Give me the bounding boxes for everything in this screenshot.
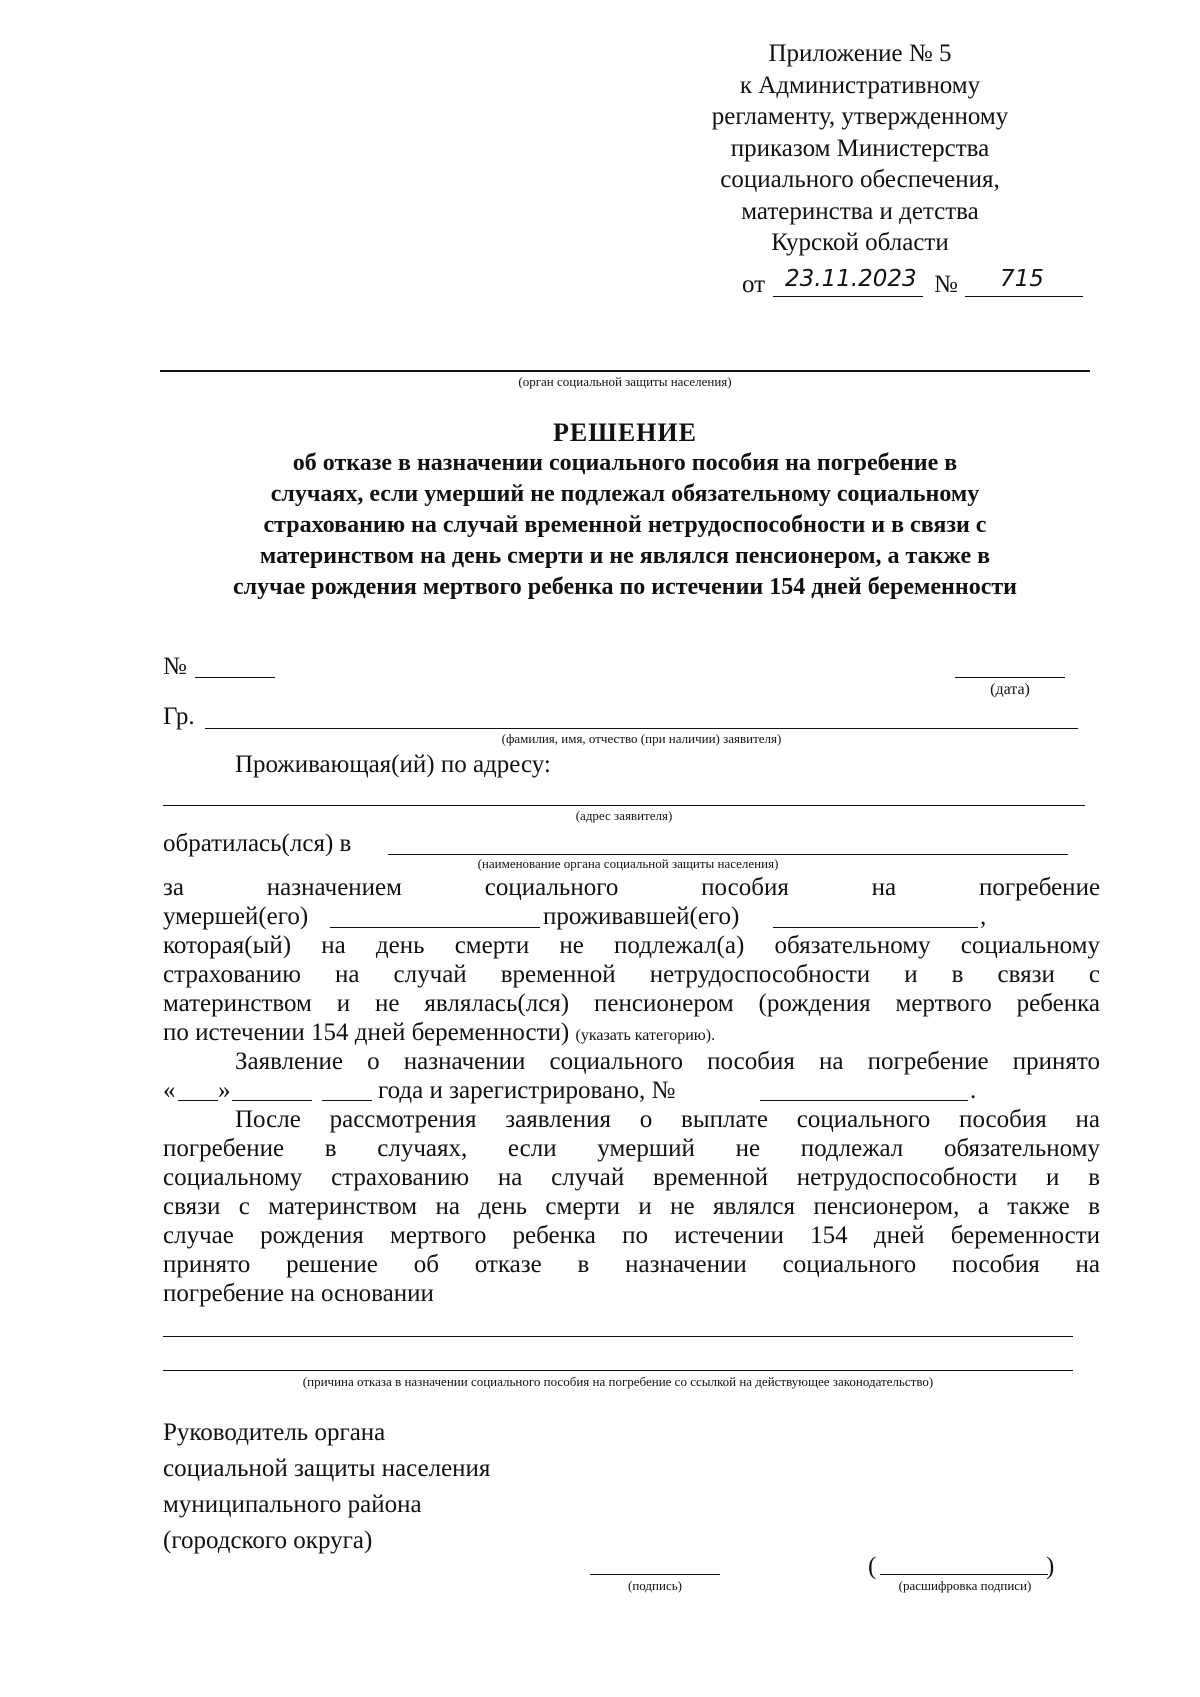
para1-line3: которая(ый) на день смерти не подлежал(а) обязательному социальному (163, 932, 1100, 959)
lived-label: проживавшей(его) (543, 903, 740, 930)
para1-word: назначением (266, 874, 402, 901)
header-line: к Административному (739, 71, 981, 99)
header-line: Курской области (771, 229, 949, 256)
application-year-field[interactable] (322, 1100, 372, 1101)
para1-line5: материнством и не являлась(лся) пенсионером (рождения мертвого ребенка (163, 990, 1100, 1017)
organ-line (160, 370, 1090, 372)
header-line: приказом Министерства (730, 134, 990, 162)
signatory-block (163, 1415, 490, 1559)
subtitle-line: об отказе в назначении социального пособия на погребение в (292, 450, 958, 476)
deceased-name-field[interactable] (330, 927, 540, 928)
signature-caption: (подпись) (628, 1578, 682, 1593)
signature-decode-field[interactable] (880, 1574, 1048, 1575)
subtitle-line: случаях, если умерший не подлежал обязательному социальному (270, 481, 980, 507)
number-prefix: № (934, 271, 958, 298)
para1-word: погребение (978, 874, 1101, 901)
deceased-label: умершей(его) (163, 903, 309, 930)
order-date-underline (773, 296, 923, 297)
address-caption: (адрес заявителя) (575, 808, 673, 823)
applied-caption: (наименование органа социальной защиты населения) (477, 856, 779, 871)
decode-caption: (расшифровка подписи) (898, 1578, 1032, 1593)
subtitle-line: страхованию на случай временной нетрудоспособности и в связи с (263, 512, 987, 538)
header-line: социального обеспечения, (720, 166, 1000, 193)
decode-close: ) (1046, 1553, 1055, 1580)
header-line: материнства и детства (741, 197, 979, 225)
order-number-underline (965, 296, 1083, 297)
para2-line1: Заявление о назначении социального пособия на погребение принято (235, 1048, 1100, 1075)
registration-number-field[interactable] (760, 1100, 968, 1101)
date-caption: (дата) (990, 681, 1030, 698)
para3-line: погребение в случаях, если умерший не подлежал обязательному (163, 1135, 1100, 1162)
para1-word: пособия (701, 874, 789, 901)
para1-word: за (163, 874, 184, 901)
applied-organ-field[interactable] (388, 854, 1068, 855)
applied-label: обратилась(лся) в (163, 830, 352, 857)
subtitle-line: случае рождения мертвого ребенка по истечении 154 дней беременности (233, 574, 1017, 600)
order-number-handwritten: 715 (1000, 266, 1044, 292)
quote-close: » (218, 1077, 231, 1104)
decision-date-field[interactable] (955, 677, 1065, 678)
header-line: Приложение № 5 (768, 40, 952, 67)
date-prefix: от (742, 271, 766, 298)
reason-field-line2[interactable] (163, 1370, 1073, 1371)
subtitle (150, 448, 1100, 603)
address-field[interactable] (163, 805, 1085, 806)
period: . (970, 1077, 977, 1104)
para1-line6 (163, 1018, 715, 1050)
organ-caption: (орган социальной защиты населения) (518, 374, 732, 389)
application-day-field[interactable] (178, 1100, 218, 1101)
para3-line: После рассмотрения заявления о выплате социального пособия на (235, 1106, 1100, 1133)
reason-field-line1[interactable] (163, 1336, 1073, 1337)
signature-field[interactable] (590, 1574, 720, 1575)
para3-line: социальному страхованию на случай временной нетрудоспособности и в (163, 1164, 1100, 1191)
para3-line: принято решение об отказе в назначении социального пособия на (163, 1251, 1100, 1278)
address-label: Проживающая(ий) по адресу: (235, 751, 551, 778)
quote-open: « (163, 1077, 176, 1104)
lived-address-field[interactable] (773, 927, 978, 928)
para1-line1 (163, 873, 1100, 902)
signatory-line: (городского округа) (163, 1527, 373, 1554)
decode-open: ( (868, 1553, 877, 1580)
para1-word: социального (484, 874, 619, 901)
citizen-caption: (фамилия, имя, отчество (при наличии) заявителя) (501, 731, 782, 746)
signatory-line: социальной защиты населения (163, 1455, 491, 1482)
reason-caption: (причина отказа в назначении социального пособия на погребение со ссылкой на действующее законодательство) (302, 1374, 934, 1389)
para1-word: на (871, 874, 897, 901)
header-line: регламенту, утвержденному (711, 103, 1009, 130)
year-registered-text: года и зарегистрировано, № (378, 1077, 676, 1104)
page-title: РЕШЕНИЕ (553, 418, 697, 447)
signatory-line: Руководитель органа (163, 1419, 386, 1446)
para1-line6-text: по истечении 154 дней беременности) (163, 1019, 570, 1046)
decision-number-label: № (163, 653, 187, 680)
comma: , (980, 903, 987, 930)
decision-number-field[interactable] (195, 677, 275, 678)
order-date-handwritten: 23.11.2023 (785, 266, 917, 292)
citizen-label: Гр. (163, 703, 195, 730)
application-month-field[interactable] (232, 1100, 312, 1101)
para3-last-line: погребение на основании (163, 1280, 434, 1307)
appendix-header (690, 38, 1030, 259)
para1-line4: страхованию на случай временной нетрудоспособности и в связи с (163, 961, 1100, 988)
para3-line: случае рождения мертвого ребенка по истечении 154 дней беременности (163, 1222, 1100, 1249)
para3-line: связи с материнством на день смерти и не являлся пенсионером, а также в (163, 1193, 1100, 1220)
subtitle-line: материнством на день смерти и не являлся пенсионером, а также в (259, 543, 991, 569)
para1-line6-note: (указать категорию). (575, 1027, 716, 1044)
signatory-line: муниципального района (163, 1491, 422, 1518)
citizen-name-field[interactable] (205, 728, 1078, 729)
